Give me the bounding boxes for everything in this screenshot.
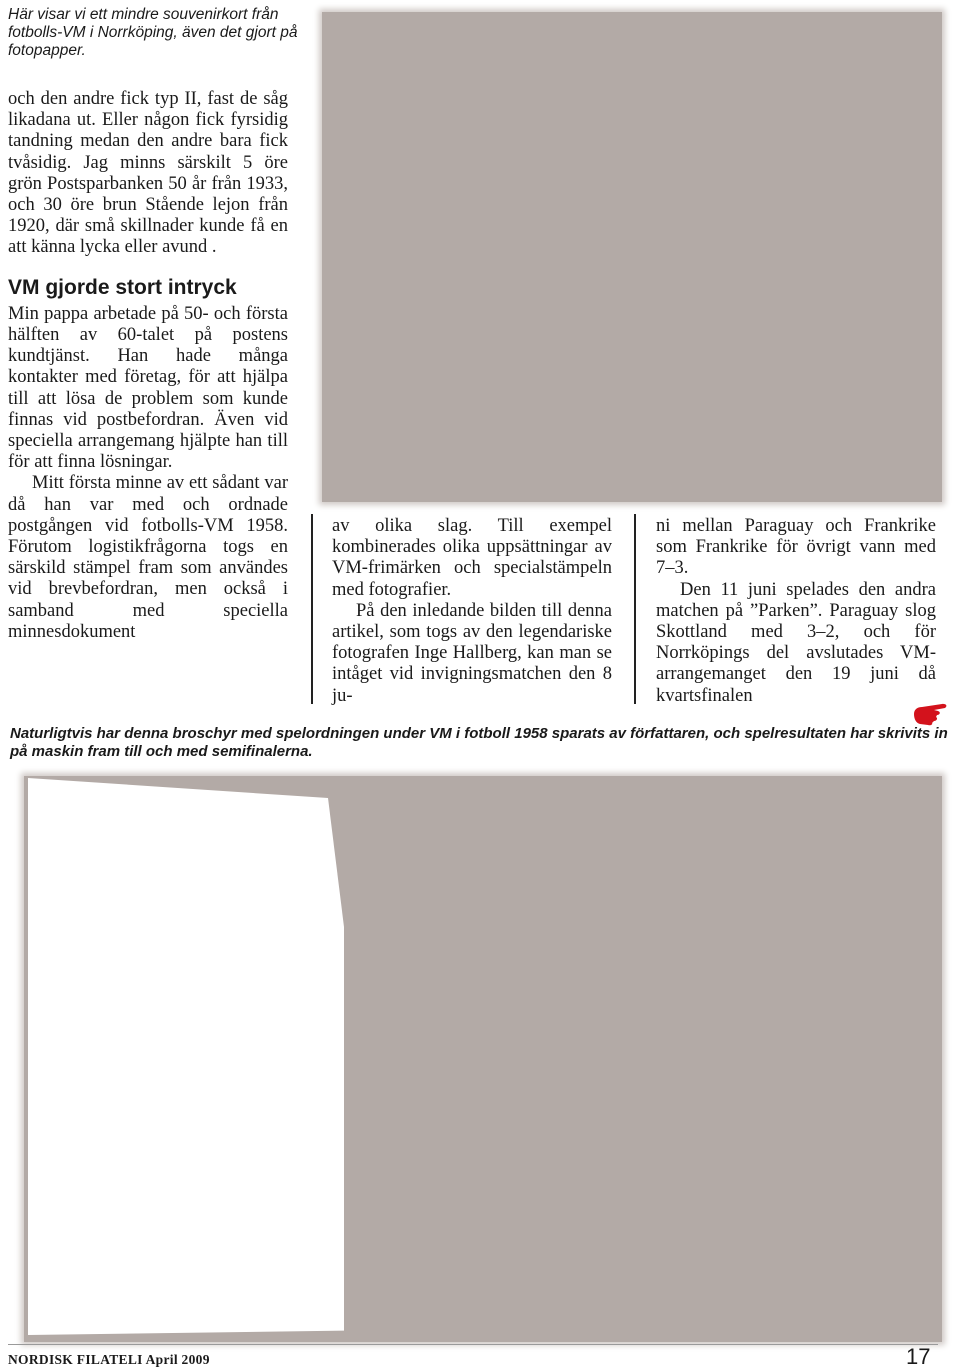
photo-souvenir-card bbox=[322, 12, 942, 502]
paragraph: Den 11 juni spelades den andra matchen på ”Parken”. Paraguay slog Skottland med 3–2, och för Norrköpings del avslutades VM-arrangemanget den 19 juni då kvartsfinalen bbox=[656, 579, 936, 706]
section-heading: VM gjorde stort intryck bbox=[8, 275, 237, 299]
footer-rule bbox=[8, 1344, 938, 1345]
brochure-white-page-shape bbox=[24, 770, 344, 1350]
magazine-name: NORDISK FILATELI April 2009 bbox=[8, 1352, 210, 1367]
paragraph: av olika slag. Till exempel kombinerades olika uppsättningar av VM-frimärken och specialstämpeln med fotografier. bbox=[332, 516, 612, 600]
caption-souvenir-card: Här visar vi ett mindre souvenirkort från fotbolls-VM i Norrköping, även det gjort på fotopapper. bbox=[8, 6, 298, 59]
pointing-hand-icon bbox=[912, 700, 952, 726]
paragraph: På den inledande bilden till denna artikel, som togs av den legendariske fotografen Inge Hallberg, kan man se intåget vid invigningsmatchen den 8 ju- bbox=[332, 600, 612, 706]
article-column-3 bbox=[656, 516, 936, 707]
caption-brochure: Naturligtvis har denna broschyr med spelordningen under VM i fotboll 1958 sparats av författaren, och spelresultaten har skrivits in på maskin fram till och med semifinalerna. bbox=[10, 725, 948, 760]
article-column-2 bbox=[332, 516, 612, 707]
paragraph: ni mellan Paraguay och Frankrike som Frankrike för övrigt vann med 7–3. bbox=[656, 516, 936, 579]
paragraph: Mitt första minne av ett sådant var då han var med och ordnade postgången vid fotbolls-VM 1958. Förutom logistikfrågorna togs en särskild stämpel fram som användes vid brevbefordran, men också i samband med speciella minnesdokument bbox=[8, 473, 288, 642]
column-divider bbox=[311, 514, 313, 704]
page-number: 17 bbox=[906, 1344, 931, 1369]
article-column-1 bbox=[8, 89, 288, 643]
column-divider bbox=[634, 514, 636, 704]
paragraph: Min pappa arbetade på 50- och första hälften av 60-talet på postens kundtjänst. Han hade många kontakter med företag, för att hjälpa till att lösa de problem som kunde finnas vid postbefordran. Även vid speciella arrangemang hjälpte han till för att finna lösningar. bbox=[8, 303, 288, 473]
paragraph: och den andre fick typ II, fast de såg likadana ut. Eller någon fick fyrsidig tandning medan den andre bara fick tvåsidig. Jag minns särskilt 5 öre grön Postsparbanken 50 år från 1933, och 30 öre brun Stående lejon från 1920, där små skillnader kunde få en att känna lycka eller avund . bbox=[8, 89, 288, 258]
